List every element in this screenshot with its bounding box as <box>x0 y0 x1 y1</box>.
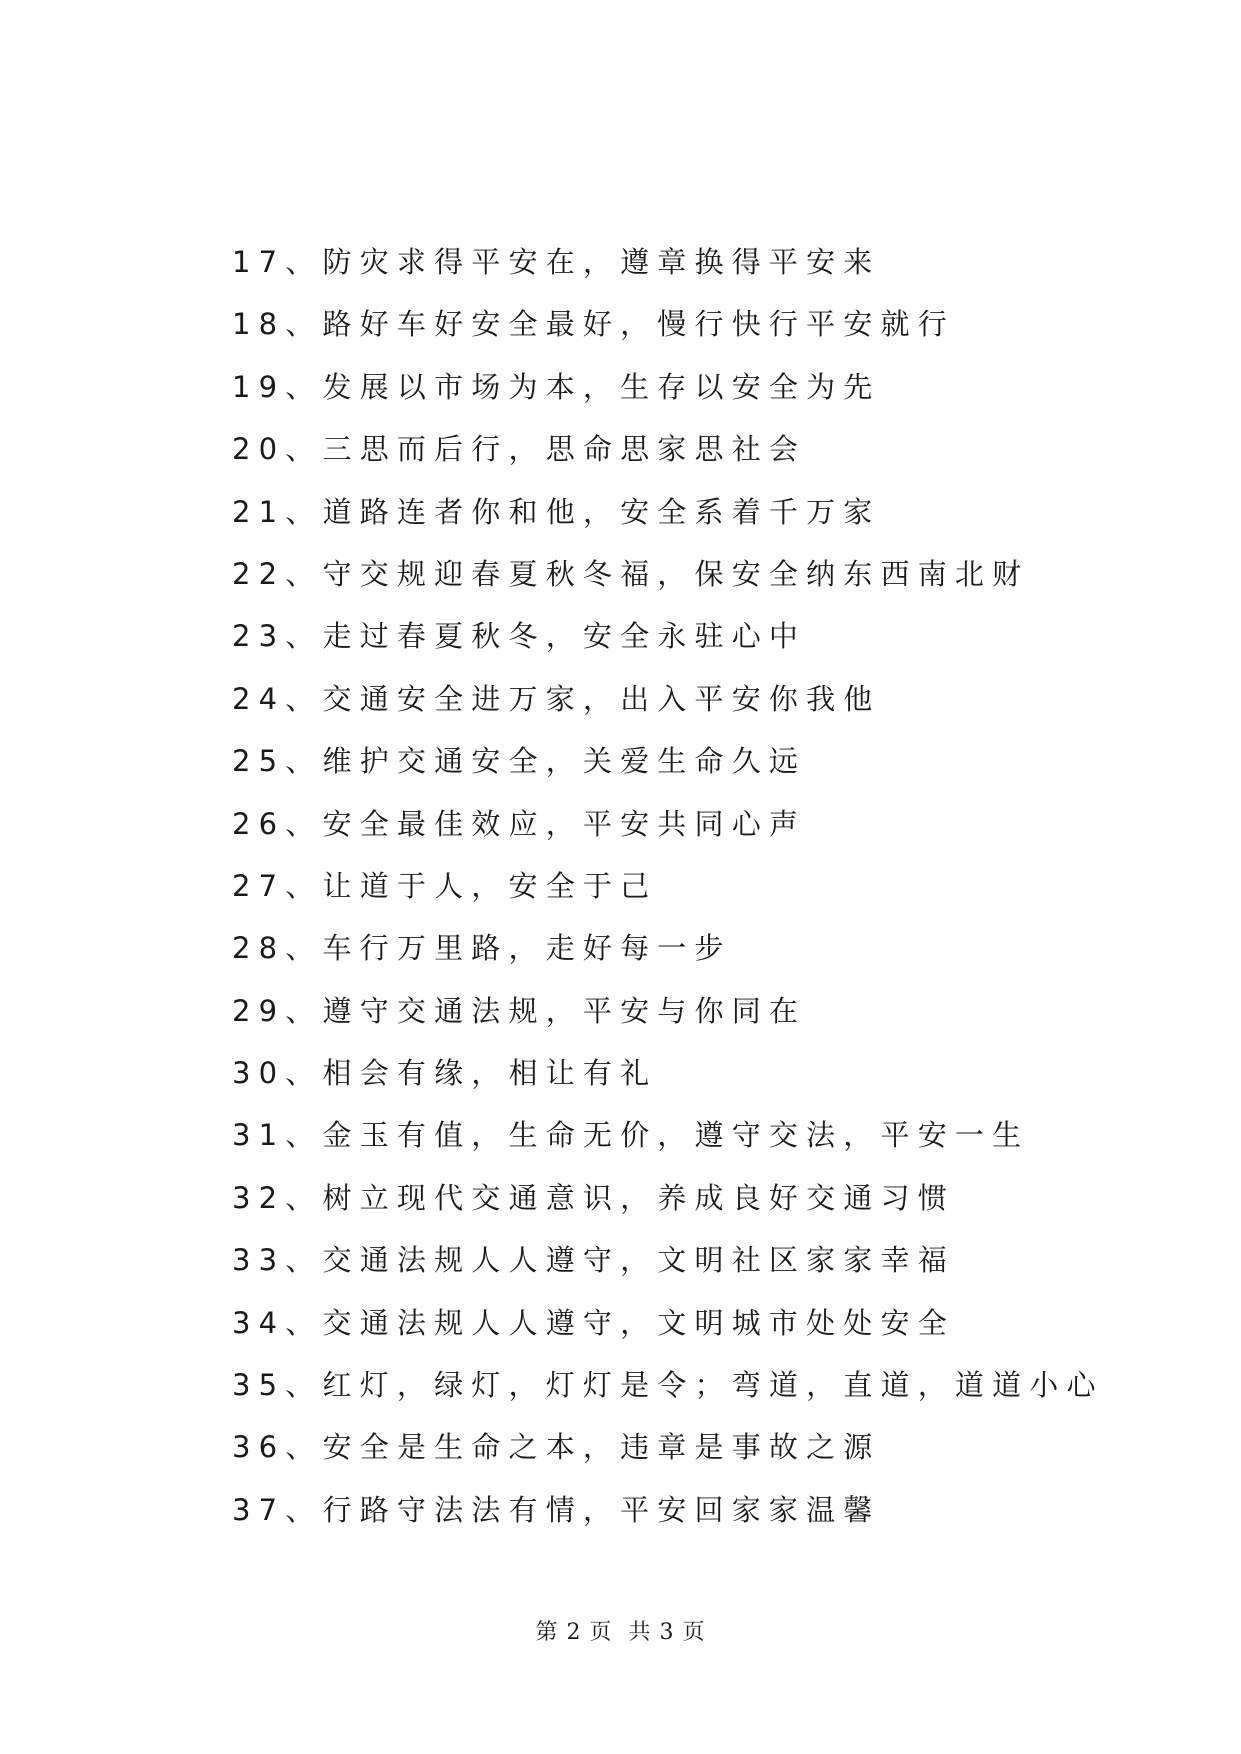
list-item: 34、交通法规人人遵守，文明城市处处安全 <box>232 1305 955 1340</box>
page-footer <box>0 1618 1241 1648</box>
list-item: 32、树立现代交通意识，养成良好交通习惯 <box>232 1180 955 1215</box>
list-item: 36、安全是生命之本，违章是事故之源 <box>232 1430 881 1465</box>
list-item: 22、守交规迎春夏秋冬福，保安全纳东西南北财 <box>232 556 1030 591</box>
list-item: 26、安全最佳效应，平安共同心声 <box>232 806 807 841</box>
slogan-list <box>232 231 1104 1541</box>
list-item: 25、维护交通安全，关爱生命久远 <box>232 744 807 779</box>
list-item: 30、相会有缘，相让有礼 <box>232 1056 658 1091</box>
page-number-label: 第 2 页 共 3 页 <box>535 1620 706 1645</box>
list-item: 24、交通安全进万家，出入平安你我他 <box>232 681 881 716</box>
list-item: 28、车行万里路，走好每一步 <box>232 931 732 966</box>
list-item: 29、遵守交通法规，平安与你同在 <box>232 993 807 1028</box>
list-item: 33、交通法规人人遵守，文明社区家家幸福 <box>232 1243 955 1278</box>
list-item: 31、金玉有值，生命无价，遵守交法，平安一生 <box>232 1118 1030 1153</box>
list-item: 17、防灾求得平安在，遵章换得平安来 <box>232 245 881 279</box>
list-item: 20、三思而后行，思命思家思社会 <box>232 432 807 467</box>
list-item: 18、路好车好安全最好，慢行快行平安就行 <box>232 307 955 342</box>
list-item: 37、行路守法法有情，平安回家家温馨 <box>232 1492 881 1527</box>
list-item: 21、道路连者你和他，安全系着千万家 <box>232 494 881 529</box>
list-item: 19、发展以市场为本，生存以安全为先 <box>232 369 881 404</box>
list-item: 27、让道于人，安全于己 <box>232 868 658 903</box>
list-item: 23、走过春夏秋冬，安全永驻心中 <box>232 619 807 654</box>
list-item: 35、红灯，绿灯，灯灯是令；弯道，直道，道道小心 <box>232 1368 1104 1403</box>
